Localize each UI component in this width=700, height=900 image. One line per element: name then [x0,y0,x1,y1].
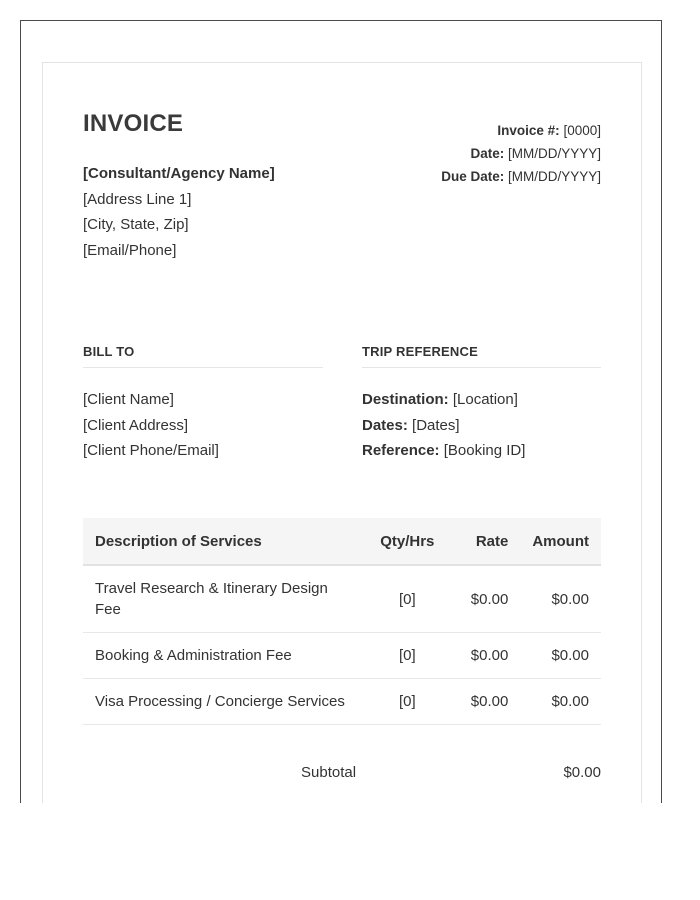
sender-city: [City, State, Zip] [83,216,189,233]
row-description: Travel Research & Itinerary Design Fee [83,565,368,633]
client-contact: [Client Phone/Email] [83,442,219,459]
row-rate: $0.00 [446,565,520,633]
subtotal-value: $0.00 [563,764,601,781]
client-name: [Client Name] [83,391,174,408]
destination-value: [Location] [452,391,518,408]
sender-contact: [Email/Phone] [83,241,177,259]
table-row [83,633,601,679]
row-amount: $0.00 [520,679,601,725]
sender-name: [Consultant/Agency Name] [83,165,275,182]
trip-reference [362,438,601,464]
totals-section [301,758,601,788]
trip-reference-heading: TRIP REFERENCE [362,344,601,368]
invoice-due-date [441,165,601,188]
subtotal-label: Subtotal [301,764,357,781]
invoice-meta [441,119,601,188]
trip-reference-section [362,344,601,464]
client-address: [Client Address] [83,416,189,434]
sender-block [83,161,275,263]
invoice-page [42,62,642,803]
row-description: Booking & Administration Fee [83,633,368,679]
invoice-date-label: Date: [470,146,505,161]
reference-label: Reference: [362,442,440,459]
row-amount: $0.00 [520,565,601,633]
reference-value: [Booking ID] [443,442,526,459]
destination-label: Destination: [362,391,449,408]
row-rate: $0.00 [446,633,520,679]
due-date-value: [MM/DD/YYYY] [507,169,601,184]
header-amount: Amount [520,518,601,565]
document-viewport [20,20,662,803]
table-header-row [83,518,601,565]
table-row [83,565,601,633]
row-description: Visa Processing / Concierge Services [83,679,368,725]
invoice-number-value: [0000] [563,123,601,138]
bill-to-section [83,344,323,464]
row-qty: [0] [368,679,446,725]
row-qty: [0] [368,565,446,633]
trip-dates [362,413,601,439]
table-row [83,679,601,725]
due-date-label: Due Date: [441,169,505,184]
row-amount: $0.00 [520,633,601,679]
invoice-number [441,119,601,142]
services-table [83,518,601,725]
row-rate: $0.00 [446,679,520,725]
invoice-number-label: Invoice #: [497,123,560,138]
row-qty: [0] [368,633,446,679]
subtotal-row [301,758,601,788]
invoice-date-value: [MM/DD/YYYY] [507,146,601,161]
invoice-title: INVOICE [83,110,184,137]
sender-address: [Address Line 1] [83,190,192,208]
dates-value: [Dates] [412,416,460,434]
dates-label: Dates: [362,416,408,434]
trip-destination [362,387,601,413]
header-qty: Qty/Hrs [368,518,446,565]
invoice-date [441,142,601,165]
bill-to-heading: BILL TO [83,344,323,368]
header-description: Description of Services [83,518,368,565]
header-rate: Rate [446,518,520,565]
